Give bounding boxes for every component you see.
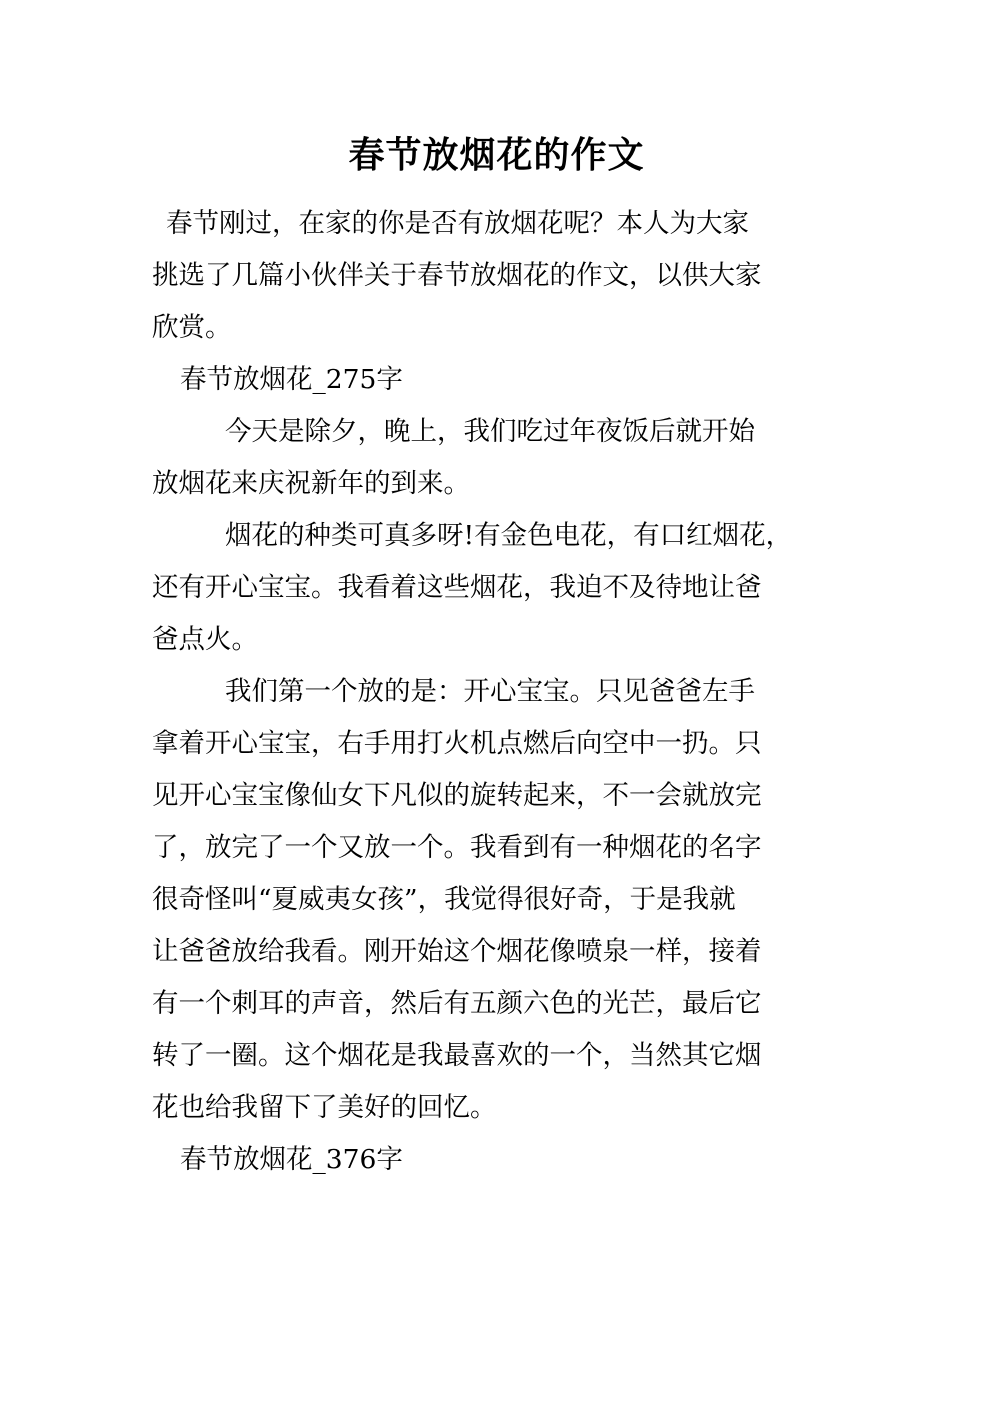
essay-1-p3-line-7: 有一个刺耳的声音，然后有五颜六色的光芒，最后它 bbox=[152, 988, 762, 1019]
intro-line-2: 挑选了几篇小伙伴关于春节放烟花的作文，以供大家 bbox=[152, 260, 762, 291]
essay-1-p3-line-3: 见开心宝宝像仙女下凡似的旋转起来，不一会就放完 bbox=[152, 780, 762, 811]
essay-1-p2-line-1: 烟花的种类可真多呀!有金色电花，有口红烟花， bbox=[225, 520, 793, 551]
document-title: 春节放烟花的作文 bbox=[348, 135, 645, 176]
essay-1-p2-line-3: 爸点火。 bbox=[152, 624, 258, 655]
essay-1-p3-line-9: 花也给我留下了美好的回忆。 bbox=[152, 1092, 497, 1123]
intro-line-3: 欣赏。 bbox=[152, 312, 232, 343]
essay-1-p3-line-8: 转了一圈。这个烟花是我最喜欢的一个，当然其它烟 bbox=[152, 1040, 762, 1071]
essay-1-p2-line-2: 还有开心宝宝。我看着这些烟花，我迫不及待地让爸 bbox=[152, 572, 762, 603]
essay-1-p1-line-1: 今天是除夕，晚上，我们吃过年夜饭后就开始 bbox=[225, 416, 755, 447]
essay-1-p3-line-6: 让爸爸放给我看。刚开始这个烟花像喷泉一样，接着 bbox=[152, 936, 762, 967]
essay-1-heading: 春节放烟花_275字 bbox=[180, 364, 403, 395]
essay-1-p3-line-2: 拿着开心宝宝，右手用打火机点燃后向空中一扔。只 bbox=[152, 728, 762, 759]
intro-line-1: 春节刚过，在家的你是否有放烟花呢？本人为大家 bbox=[166, 208, 749, 239]
essay-2-heading: 春节放烟花_376字 bbox=[180, 1144, 403, 1175]
essay-1-p1-line-2: 放烟花来庆祝新年的到来。 bbox=[152, 468, 470, 499]
essay-1-p3-line-5: 很奇怪叫“夏威夷女孩”，我觉得很好奇，于是我就 bbox=[152, 884, 736, 915]
essay-1-p3-line-1: 我们第一个放的是：开心宝宝。只见爸爸左手 bbox=[225, 676, 755, 707]
essay-1-p3-line-4: 了，放完了一个又放一个。我看到有一种烟花的名字 bbox=[152, 832, 762, 863]
